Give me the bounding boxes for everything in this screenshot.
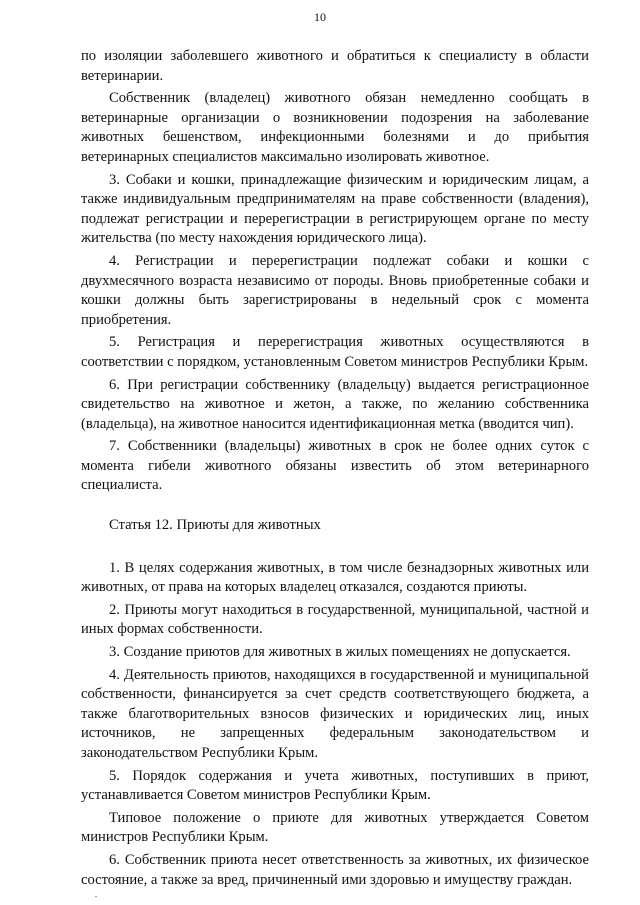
article-heading: Статья 12. Приюты для животных <box>109 517 321 534</box>
scan-speck <box>95 896 97 897</box>
paragraph: 6. Собственник приюта несет ответственность за животных, их физическое состояние, а также за вред, причиненный ими здоровью и имуществу граждан. <box>81 851 589 888</box>
paragraph: 4. Регистрации и перерегистрации подлежат собаки и кошки с двухмесячного возраста независимо от породы. Вновь приобретенные собаки и кошки должны быть зарегистрированы в недельный срок с момента приобретения. <box>81 252 589 328</box>
paragraph: 3. Собаки и кошки, принадлежащие физическим и юридическим лицам, а также индивидуальным предпринимателям на праве собственности (владения), подлежат регистрации и перерегистрации в регистрирующем органе по месту жительства (по месту нахождения юридического лица). <box>81 171 589 247</box>
paragraph: 1. В целях содержания животных, в том числе безнадзорных животных или животных, от права на которых владелец отказался, создаются приюты. <box>81 559 589 596</box>
paragraph: Собственник (владелец) животного обязан немедленно сообщать в ветеринарные организации о возникновении подозрения на заболевание животных бешенством, инфекционными болезнями и до прибытия ветеринарных специалистов максимально изолировать животное. <box>81 90 589 165</box>
page-number: 10 <box>314 10 326 24</box>
paragraph: 5. Регистрация и перерегистрация животных осуществляются в соответствии с порядком, установленным Советом министров Республики Крым. <box>81 334 589 370</box>
paragraph: 3. Создание приютов для животных в жилых помещениях не допускается. <box>109 644 571 661</box>
paragraph: по изоляции заболевшего животного и обратиться к специалисту в области ветеринарии. <box>81 48 589 84</box>
document-body <box>81 47 589 893</box>
paragraph: 6. При регистрации собственнику (владельцу) выдается регистрационное свидетельство на животное и жетон, а также, по желанию собственника (владельца), на животное наносится идентификационная метка (вводится чип). <box>81 376 589 432</box>
paragraph: Типовое положение о приюте для животных утверждается Советом министров Республики Крым. <box>81 809 589 846</box>
paragraph: 4. Деятельность приютов, находящихся в государственной и муниципальной собственности, финансируется за счет средств соответствующего бюджета, а также благотворительных взносов физических и юридических лиц, иных источников, не запрещенных федеральным законодательством и законодательством Республики Крым. <box>81 666 589 761</box>
paragraph: 5. Порядок содержания и учета животных, поступивших в приют, устанавливается Советом министров Республики Крым. <box>81 767 589 804</box>
paragraph: 7. Собственники (владельцы) животных в срок не более одних суток с момента гибели животного обязаны известить об этом ветеринарного специалиста. <box>81 438 589 494</box>
paragraph: 2. Приюты могут находиться в государственной, муниципальной, частной и иных формах собственности. <box>81 601 589 638</box>
